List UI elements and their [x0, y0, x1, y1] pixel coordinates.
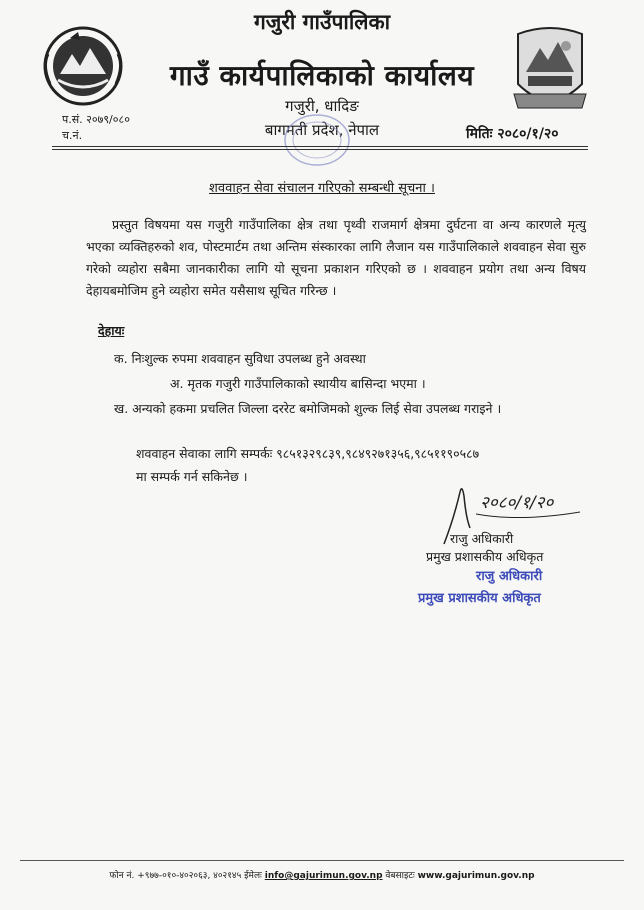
header-divider-top	[52, 146, 588, 147]
reference-number: प.सं. २०७९/०८०	[62, 113, 130, 126]
municipality-name: गजुरी गाउँपालिका	[253, 10, 391, 34]
condition-item-1: क. निःशुल्क रुपमा शववाहन सुविधा उपलब्ध हुने अवस्था	[114, 351, 366, 366]
condition-item-2: ख. अन्यको हकमा प्रचलित जिल्ला दररेट बमोजिमको शुल्क लिई सेवा उपलब्ध गराइने ।	[114, 401, 502, 416]
stamp-name: राजु अधिकारी	[476, 569, 543, 584]
signatory-name: राजु अधिकारी	[450, 531, 514, 546]
condition-subitem-1a: अ. मृतक गजुरी गाउँपालिकाको स्थायीय बासिन्दा भएमा ।	[170, 376, 426, 391]
footer-divider	[20, 860, 624, 861]
date-label: मितिः	[466, 126, 493, 142]
signature-date: २०८०/१/२०	[480, 493, 554, 513]
office-name: गाउँ कार्यपालिकाको कार्यालय	[169, 59, 475, 92]
footer-website-label: वेबसाइटः	[385, 871, 415, 881]
contact-numbers: शववाहन सेवाका लागि सम्पर्कः ९८५१३२९८३९,९८४९२७१३५६,९८५११९०५८७	[136, 446, 480, 461]
office-round-stamp	[282, 112, 352, 168]
footer-website-link[interactable]: www.gajurimun.gov.np	[417, 871, 535, 881]
notice-paragraph: प्रस्तुत विषयमा यस गजुरी गाउँपालिका क्षेत्र तथा पृथ्वी राजमार्ग क्षेत्रमा दुर्घटना वा अन्य कारणले मृत्यु भएका व्यक्तिहरुको शव, पोस्टमार्टम तथा अन्तिम संस्कारका लागि लैजान यस गाउँपालिकाले शववाहन सेवा सुरु गरेको व्यहोरा सबैमा जानकारीका लागि यो सूचना प्रकाशन गरिएको छ । शववाहन प्रयोग तथा अन्य विषय देहायबमोजिम हुने व्यहोरा समेत यसैसाथ सूचित गरिन्छ ।	[86, 217, 586, 298]
date-value: २०८०/१/२०	[497, 126, 559, 142]
contact-note: मा सम्पर्क गर्न सकिनेछ ।	[136, 469, 248, 484]
footer-contact	[0, 868, 644, 881]
notice-subject: शववाहन सेवा संचालन गरिएको सम्बन्धी सूचना ।	[209, 181, 435, 196]
header-divider-bottom	[52, 149, 588, 150]
dispatch-number: च.नं.	[62, 129, 83, 142]
letter-date	[466, 124, 559, 143]
conditions-heading: देहायः	[98, 323, 125, 338]
footer-phone: फोन नं. +९७७-०१०-४०२०६३, ४०२१४५	[109, 871, 242, 881]
notice-body	[86, 214, 586, 302]
signatory-title: प्रमुख प्रशासकीय अधिकृत	[426, 549, 544, 564]
office-location: गजुरी, धादिङ	[285, 97, 359, 115]
stamp-title: प्रमुख प्रशासकीय अधिकृत	[418, 591, 541, 606]
office-province: बागमती प्रदेश, नेपाल	[264, 121, 380, 139]
footer-email-label: ईमेलः	[244, 871, 262, 881]
footer-email-link[interactable]: info@gajurimun.gov.np	[264, 871, 383, 881]
